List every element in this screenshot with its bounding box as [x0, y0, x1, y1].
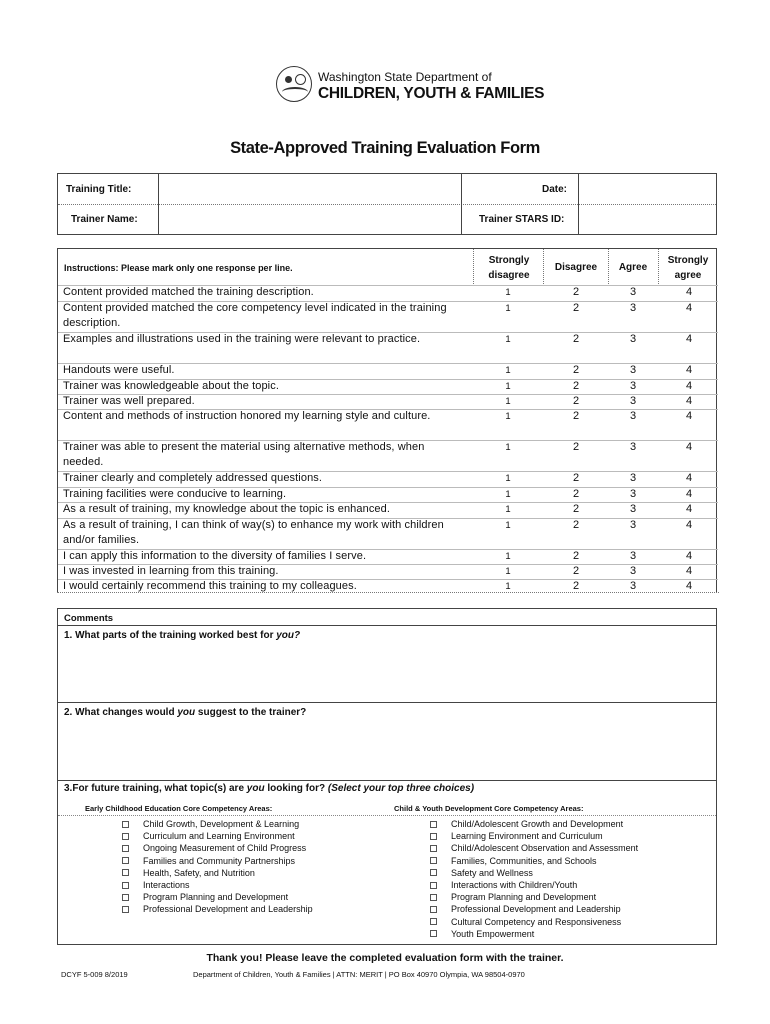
divider — [58, 780, 716, 781]
checkbox-icon[interactable] — [122, 882, 129, 889]
rating-statement: Content and methods of instruction honored my learning style and culture. — [63, 410, 431, 422]
divider — [608, 249, 609, 284]
training-title-field[interactable] — [160, 177, 458, 201]
early-childhood-option[interactable] — [122, 830, 313, 842]
strongly-disagree-option[interactable]: 1 — [505, 287, 511, 298]
disagree-option[interactable]: 2 — [572, 410, 580, 422]
checkbox-icon[interactable] — [122, 869, 129, 876]
question-3: 3.For future training, what topic(s) are you looking for? (Select your top three choices) — [64, 783, 475, 794]
agency-address: Department of Children, Youth & Families | ATTN: MERIT | PO Box 40970 Olympia, WA 98504-0970 — [193, 970, 525, 979]
ratings-table — [57, 248, 717, 593]
option-label: Child/Adolescent Growth and Development — [451, 819, 624, 830]
checkbox-icon[interactable] — [122, 894, 129, 901]
youth-development-heading: Child & Youth Development Core Competency Areas: — [394, 804, 584, 813]
agree-option[interactable]: 3 — [629, 395, 637, 407]
checkbox-icon[interactable] — [430, 882, 437, 889]
instructions-text: Instructions: Please mark only one response per line. — [64, 263, 293, 273]
option-label: Professional Development and Leadership — [451, 904, 621, 915]
thank-you-message: Thank you! Please leave the completed evaluation form with the trainer. — [206, 952, 564, 964]
disagree-option[interactable]: 2 — [572, 286, 580, 298]
trainer-name-field[interactable] — [160, 208, 458, 232]
disagree-option[interactable]: 2 — [572, 333, 580, 345]
disagree-option[interactable]: 2 — [572, 441, 580, 453]
option-label: Youth Empowerment — [451, 928, 535, 939]
early-childhood-heading: Early Childhood Education Core Competency Areas: — [85, 804, 273, 813]
early-childhood-option[interactable] — [122, 891, 313, 903]
divider — [58, 625, 716, 626]
col-agree: Agree — [618, 262, 648, 273]
rating-row — [58, 379, 718, 394]
disagree-option[interactable]: 2 — [572, 364, 580, 376]
youth-development-option[interactable] — [430, 842, 638, 854]
rating-statement: I was invested in learning from this training. — [63, 565, 279, 577]
rating-row — [58, 518, 718, 548]
early-childhood-option[interactable] — [122, 903, 313, 915]
strongly-agree-option[interactable]: 4 — [685, 580, 693, 592]
rating-row — [58, 301, 718, 331]
strongly-agree-option[interactable]: 4 — [685, 380, 693, 392]
checkbox-icon[interactable] — [430, 833, 437, 840]
checkbox-icon[interactable] — [430, 906, 437, 913]
agree-option[interactable]: 3 — [629, 333, 637, 345]
col-disagree: Disagree — [554, 262, 598, 273]
youth-development-option[interactable] — [430, 928, 638, 940]
agree-option[interactable]: 3 — [629, 380, 637, 392]
checkbox-icon[interactable] — [430, 821, 437, 828]
agree-option[interactable]: 3 — [629, 565, 637, 577]
agree-option[interactable]: 3 — [629, 302, 637, 314]
agree-option[interactable]: 3 — [629, 472, 637, 484]
checkbox-icon[interactable] — [430, 894, 437, 901]
disagree-option[interactable]: 2 — [572, 380, 580, 392]
youth-development-option[interactable] — [430, 891, 638, 903]
strongly-agree-option[interactable]: 4 — [685, 441, 693, 453]
strongly-disagree-option[interactable]: 1 — [505, 303, 511, 314]
agree-option[interactable]: 3 — [629, 410, 637, 422]
rating-row — [58, 363, 718, 378]
rating-statement: As a result of training, I can think of way(s) to enhance my work with children and/or families. — [63, 519, 444, 546]
strongly-disagree-option[interactable]: 1 — [505, 473, 511, 484]
rating-row — [58, 564, 718, 579]
question-2: 2. What changes would you suggest to the trainer? — [64, 707, 307, 718]
divider — [473, 249, 474, 284]
question-1: 1. What parts of the training worked best for you? — [64, 630, 301, 641]
answer-2-field[interactable] — [64, 721, 709, 781]
rating-statement: Content provided matched the training description. — [63, 286, 314, 298]
early-childhood-option[interactable] — [122, 818, 313, 830]
rating-statement: Trainer was knowledgeable about the topic. — [63, 380, 279, 392]
disagree-option[interactable]: 2 — [572, 488, 580, 500]
agency-name-line1: Washington State Department of — [318, 70, 492, 84]
agree-option[interactable]: 3 — [629, 580, 637, 592]
youth-development-option[interactable] — [430, 818, 638, 830]
divider — [58, 702, 716, 703]
rating-statement: Trainer was able to present the material using alternative methods, when needed. — [63, 441, 425, 468]
strongly-agree-option[interactable]: 4 — [685, 395, 693, 407]
agency-name-line2: CHILDREN, YOUTH & FAMILIES — [318, 85, 545, 102]
checkbox-icon[interactable] — [122, 833, 129, 840]
option-label: Health, Safety, and Nutrition — [143, 867, 255, 878]
option-label: Professional Development and Leadership — [143, 904, 313, 915]
strongly-agree-option[interactable]: 4 — [685, 333, 693, 345]
early-childhood-option[interactable] — [122, 842, 313, 854]
youth-development-options — [430, 818, 638, 940]
checkbox-icon[interactable] — [122, 845, 129, 852]
date-label: Date: — [542, 184, 568, 195]
rating-statement: Examples and illustrations used in the training were relevant to practice. — [63, 333, 421, 345]
youth-development-option[interactable] — [430, 879, 638, 891]
rating-row — [58, 409, 718, 439]
agree-option[interactable]: 3 — [629, 488, 637, 500]
divider — [461, 174, 462, 234]
divider — [57, 592, 719, 593]
agency-logo — [276, 66, 545, 108]
divider — [58, 815, 716, 816]
divider — [158, 174, 159, 234]
agree-option[interactable]: 3 — [629, 441, 637, 453]
strongly-disagree-option[interactable]: 1 — [505, 334, 511, 345]
checkbox-icon[interactable] — [122, 821, 129, 828]
strongly-disagree-option[interactable]: 1 — [505, 520, 511, 531]
disagree-option[interactable]: 2 — [572, 519, 580, 531]
rating-row — [58, 332, 718, 362]
strongly-agree-option[interactable]: 4 — [685, 472, 693, 484]
early-childhood-option[interactable] — [122, 867, 313, 879]
checkbox-icon[interactable] — [430, 869, 437, 876]
trainer-stars-label: Trainer STARS ID: — [479, 214, 565, 225]
strongly-agree-option[interactable]: 4 — [685, 410, 693, 422]
strongly-disagree-option[interactable]: 1 — [505, 581, 511, 592]
strongly-disagree-option[interactable]: 1 — [505, 566, 511, 577]
strongly-disagree-option[interactable]: 1 — [505, 396, 511, 407]
date-field[interactable] — [580, 177, 714, 201]
youth-development-option[interactable] — [430, 855, 638, 867]
youth-development-option[interactable] — [430, 830, 638, 842]
option-label: Families, Communities, and Schools — [451, 855, 597, 866]
rating-statement: I would certainly recommend this training to my colleagues. — [63, 580, 357, 592]
comments-heading: Comments — [64, 613, 114, 624]
trainer-name-label: Trainer Name: — [71, 214, 138, 225]
checkbox-icon[interactable] — [430, 845, 437, 852]
option-label: Safety and Wellness — [451, 867, 533, 878]
strongly-agree-option[interactable]: 4 — [685, 503, 693, 515]
early-childhood-option[interactable] — [122, 879, 313, 891]
agree-option[interactable]: 3 — [629, 286, 637, 298]
strongly-disagree-option[interactable]: 1 — [505, 551, 511, 562]
option-label: Program Planning and Development — [143, 892, 289, 903]
option-label: Cultural Competency and Responsiveness — [451, 916, 622, 927]
training-title-label: Training Title: — [66, 184, 132, 195]
checkbox-icon[interactable] — [430, 930, 437, 937]
divider — [543, 249, 544, 284]
family-emblem-icon — [276, 66, 312, 102]
rating-row — [58, 487, 718, 502]
rating-row — [58, 394, 718, 409]
option-label: Interactions — [143, 880, 190, 891]
disagree-option[interactable]: 2 — [572, 472, 580, 484]
checkbox-icon[interactable] — [430, 857, 437, 864]
strongly-agree-option[interactable]: 4 — [685, 286, 693, 298]
disagree-option[interactable]: 2 — [572, 302, 580, 314]
trainer-stars-field[interactable] — [580, 208, 714, 232]
divider — [58, 204, 716, 205]
strongly-agree-option[interactable]: 4 — [685, 488, 693, 500]
option-label: Child Growth, Development & Learning — [143, 819, 300, 830]
divider — [578, 174, 579, 234]
agree-option[interactable]: 3 — [629, 550, 637, 562]
strongly-disagree-option[interactable]: 1 — [505, 411, 511, 422]
disagree-option[interactable]: 2 — [572, 580, 580, 592]
youth-development-option[interactable] — [430, 867, 638, 879]
checkbox-icon[interactable] — [122, 857, 129, 864]
divider — [658, 249, 659, 284]
early-childhood-options — [122, 818, 313, 916]
strongly-disagree-option[interactable]: 1 — [505, 365, 511, 376]
option-label: Interactions with Children/Youth — [451, 880, 578, 891]
youth-development-option[interactable] — [430, 903, 638, 915]
rating-statement: I can apply this information to the diversity of families I serve. — [63, 550, 367, 562]
rating-statement: Content provided matched the core competency level indicated in the training description. — [63, 302, 447, 329]
training-info-table — [57, 173, 717, 235]
early-childhood-option[interactable] — [122, 855, 313, 867]
agree-option[interactable]: 3 — [629, 519, 637, 531]
option-label: Learning Environment and Curriculum — [451, 831, 603, 842]
agree-option[interactable]: 3 — [629, 503, 637, 515]
checkbox-icon[interactable] — [122, 906, 129, 913]
option-label: Child/Adolescent Observation and Assessment — [451, 843, 639, 854]
strongly-agree-option[interactable]: 4 — [685, 302, 693, 314]
col-strongly-agree: Strongly agree — [667, 255, 709, 281]
form-number: DCYF 5-009 8/2019 — [61, 970, 128, 979]
disagree-option[interactable]: 2 — [572, 503, 580, 515]
agree-option[interactable]: 3 — [629, 364, 637, 376]
rating-row — [58, 502, 718, 517]
rating-row — [58, 549, 718, 564]
strongly-agree-option[interactable]: 4 — [685, 364, 693, 376]
checkbox-icon[interactable] — [430, 918, 437, 925]
comments-section — [57, 608, 717, 945]
strongly-agree-option[interactable]: 4 — [685, 565, 693, 577]
rating-statement: Trainer was well prepared. — [63, 395, 195, 407]
strongly-agree-option[interactable]: 4 — [685, 550, 693, 562]
strongly-disagree-option[interactable]: 1 — [505, 489, 511, 500]
strongly-disagree-option[interactable]: 1 — [505, 504, 511, 515]
strongly-disagree-option[interactable]: 1 — [505, 442, 511, 453]
strongly-disagree-option[interactable]: 1 — [505, 381, 511, 392]
option-label: Program Planning and Development — [451, 892, 597, 903]
disagree-option[interactable]: 2 — [572, 565, 580, 577]
strongly-agree-option[interactable]: 4 — [685, 519, 693, 531]
col-strongly-disagree: Strongly disagree — [488, 255, 530, 281]
rating-row — [58, 285, 718, 300]
rating-statement: Handouts were useful. — [63, 364, 175, 376]
rating-row — [58, 471, 718, 486]
rating-row — [58, 440, 718, 470]
rating-statement: Trainer clearly and completely addressed questions. — [63, 472, 323, 484]
youth-development-option[interactable] — [430, 916, 638, 928]
disagree-option[interactable]: 2 — [572, 550, 580, 562]
option-label: Families and Community Partnerships — [143, 855, 296, 866]
form-title: State-Approved Training Evaluation Form — [230, 139, 540, 157]
rating-statement: As a result of training, my knowledge about the topic is enhanced. — [63, 503, 391, 515]
disagree-option[interactable]: 2 — [572, 395, 580, 407]
option-label: Curriculum and Learning Environment — [143, 831, 295, 842]
option-label: Ongoing Measurement of Child Progress — [143, 843, 307, 854]
rating-statement: Training facilities were conducive to learning. — [63, 488, 287, 500]
answer-1-field[interactable] — [64, 645, 709, 705]
